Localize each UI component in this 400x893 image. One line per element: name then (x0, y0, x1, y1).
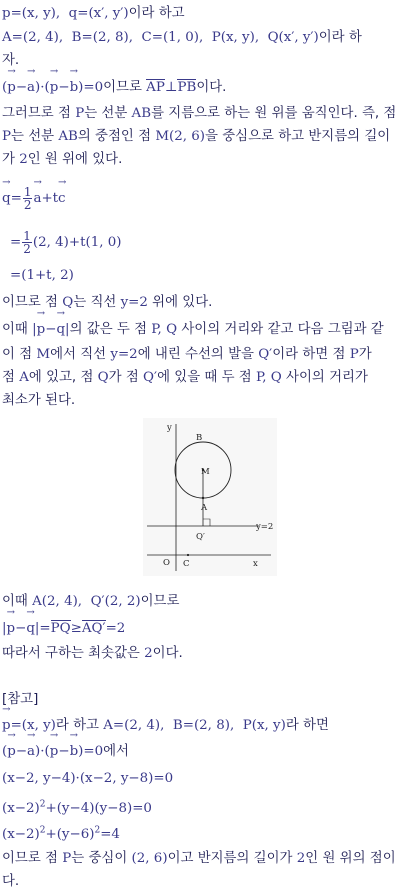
line-19: [참고] (2, 692, 39, 707)
line-12: 이때 |→ p−→ q|의 값은 두 점 P, Q 사이의 거리와 같고 다음 그림과 같 (2, 320, 384, 340)
line-21: (→ p−→ a)·(→ p−→ b)=0에서 (2, 742, 129, 762)
line-22: (x−2, y−4)·(x−2, y−8)=0 (2, 771, 174, 786)
label-line-y2: y=2 (256, 522, 274, 532)
line-17: |→ p−→ q|=PQ≥AQ′=2 (2, 619, 125, 639)
line-7: 가 2인 원 위에 있다. (2, 152, 123, 167)
y-axis-label: y (167, 423, 172, 433)
line-1: → p=(x, y), → q=(x′, y′)이라 하고 (2, 4, 185, 24)
origin-label: O (163, 558, 170, 568)
line-15: 최소가 된다. (2, 393, 76, 408)
line-24: $(x-2)^2+(y-6)^2=4$ (2, 826, 120, 843)
line-25: 이므로 점 P는 중심이 (2, 6)이고 반지름의 길이가 2인 원 위의 점이 (2, 851, 396, 866)
label-A: A (201, 503, 208, 513)
line-8: → q= $\frac{1}{2}$ → a+t→ c (2, 186, 66, 211)
line-6: P는 선분 AB의 중점인 점 M(2, 6)을 중심으로 하고 반지름의 길이 (2, 129, 391, 144)
line-14: 점 A에 있고, 점 Q가 점 Q′에 있을 때 두 점 P, Q 사이의 거리가 (2, 370, 368, 385)
line-11: 이므로 점 Q는 직선 y=2 위에 있다. (2, 295, 213, 310)
line-4: (→ p−→ a)·(→ p−→ b)=0이므로 AP⊥PB이다. (2, 78, 226, 98)
point-A (202, 497, 204, 499)
line-20: → p=(x, y)라 하고 A=(2, 4), B=(2, 8), P(x, y)라 하면 (2, 716, 329, 736)
line-26: 다. (2, 874, 20, 889)
label-M: M (201, 467, 210, 477)
line-23: $(x-2)^2+(y-4)(y-8)=0$ (2, 800, 152, 817)
line-2: A=(2, 4), B=(2, 8), C=(1, 0), P(x, y), Q(x′, y′)이라 하 (2, 30, 362, 45)
line-9: = $\frac{1}{2}$ (2, 4)+t(1, 0) (10, 229, 122, 256)
line-3: 자. (2, 53, 20, 68)
line-16: 이때 A(2, 4), Q′(2, 2)이므로 (2, 594, 180, 609)
point-C (187, 554, 189, 556)
line-13: 이 점 M에서 직선 y=2에 내린 수선의 발을 Q′이라 하면 점 P가 (2, 347, 372, 362)
label-C: C (183, 559, 190, 569)
line-10: =(1+t, 2) (10, 268, 74, 283)
coordinate-figure (143, 418, 277, 576)
line-5: 그러므로 점 P는 선분 AB를 지름으로 하는 원 위를 움직인다. 즉, 점 (2, 106, 397, 121)
x-axis-label: x (253, 559, 258, 569)
label-B: B (196, 433, 203, 443)
label-Qprime: Q′ (196, 532, 205, 542)
line-18: 따라서 구하는 최솟값은 2이다. (2, 646, 183, 661)
